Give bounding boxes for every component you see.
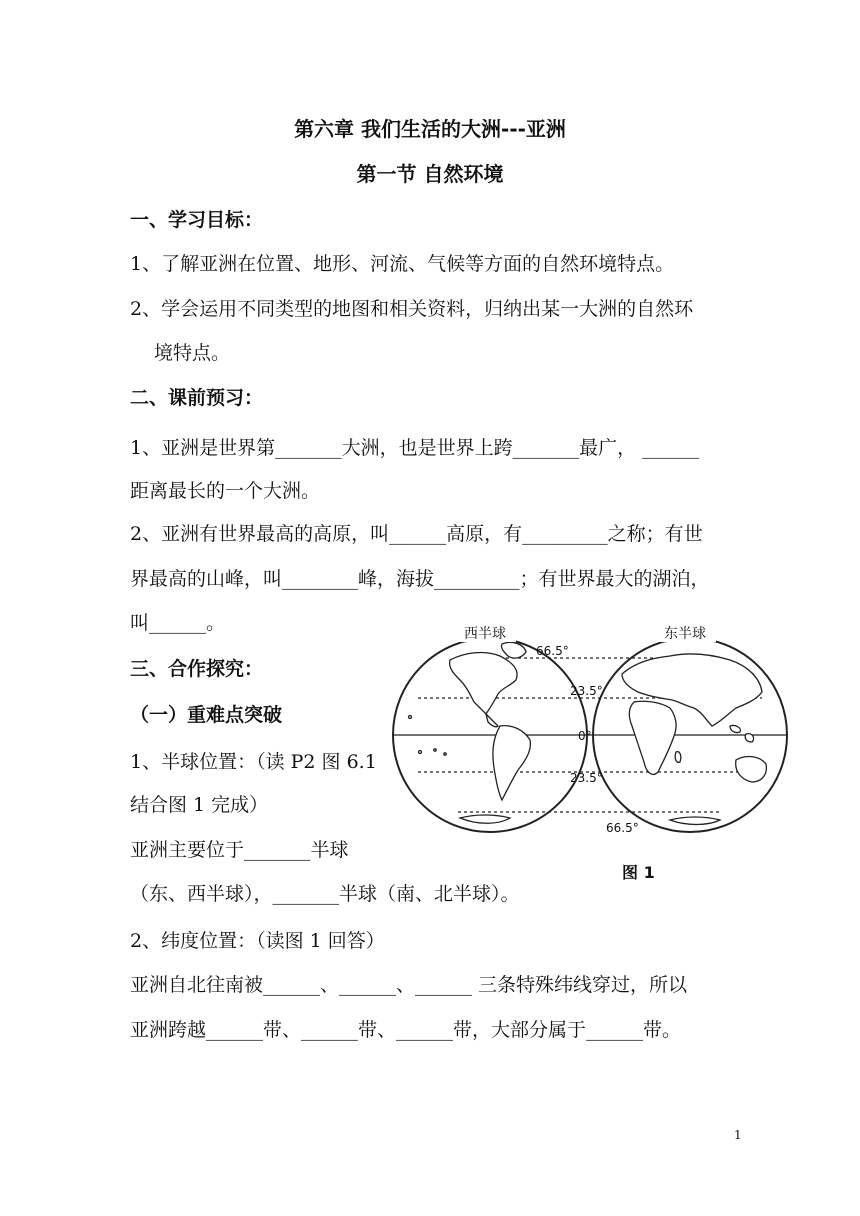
goal-item-1: 1、了解亚洲在位置、地形、河流、气候等方面的自然环境特点。 — [130, 253, 675, 275]
preview-heading: 二、课前预习： — [130, 387, 264, 409]
figure-caption: 图 1 — [622, 863, 655, 882]
australia-shape — [736, 757, 767, 782]
explore-line-5: 2、纬度位置：（读图 1 回答） — [130, 930, 385, 952]
explore-heading: 三、合作探究： — [130, 658, 264, 680]
greenland-shape — [501, 642, 526, 658]
africa-shape — [629, 701, 676, 774]
hemispheres-map-svg — [390, 622, 790, 844]
western-landmasses — [409, 642, 531, 823]
lat-23-5-north-label: 23.5° — [570, 684, 603, 698]
explore-line-3: 亚洲主要位于_______半球 — [130, 839, 349, 861]
explore-line-2: 结合图 1 完成） — [130, 794, 269, 816]
explore-line-7: 亚洲跨越______带、______带、______带，大部分属于______带。 — [130, 1019, 682, 1041]
west-hemisphere-label: 西半球 — [464, 626, 506, 642]
page-title: 第六章 我们生活的大洲---亚洲 — [294, 117, 566, 141]
lat-66-5-south-label: 66.5° — [606, 821, 639, 835]
madagascar-shape — [675, 752, 681, 763]
key-points-heading: （一）重难点突破 — [130, 704, 283, 726]
antarctica-east-shape — [670, 817, 720, 825]
page-number: 1 — [734, 1128, 742, 1142]
preview-line-1: 1、亚洲是世界第_______大洲，也是世界上跨_______最广， ______ — [130, 437, 700, 459]
preview-line-3: 2、亚洲有世界最高的高原，叫______高原，有_________之称；有世 — [130, 523, 703, 545]
lat-23-5-south-label: 23.5° — [570, 771, 603, 785]
lat-66-5-north-label: 66.5° — [536, 644, 569, 658]
learning-goals-heading: 一、学习目标： — [130, 209, 264, 231]
south-america-shape — [493, 726, 530, 800]
east-hemisphere-label: 东半球 — [664, 626, 706, 642]
explore-line-1: 1、半球位置：（读 P2 图 6.1 — [130, 751, 377, 773]
section-title: 第一节 自然环境 — [356, 162, 504, 186]
explore-line-6: 亚洲自北往南被______、______、______ 三条特殊纬线穿过，所以 — [130, 974, 688, 996]
antarctica-west-shape — [460, 815, 510, 823]
equator-label: 0° — [578, 729, 592, 743]
hemispheres-map — [390, 622, 790, 844]
north-america-shape — [450, 653, 517, 714]
goal-item-2: 2、学会运用不同类型的地图和相关资料，归纳出某一大洲的自然环 — [130, 298, 694, 320]
preview-line-5: 叫______。 — [130, 612, 226, 634]
preview-line-4: 界最高的山峰，叫________峰，海拔_________；有世界最大的湖泊， — [130, 568, 710, 590]
goal-item-2-cont: 境特点。 — [154, 342, 231, 364]
explore-line-4: （东、西半球），_______半球（南、北半球）。 — [130, 883, 520, 905]
preview-line-2: 距离最长的一个大洲。 — [130, 480, 321, 502]
central-america-shape — [486, 714, 498, 727]
eastern-landmasses — [622, 654, 766, 825]
